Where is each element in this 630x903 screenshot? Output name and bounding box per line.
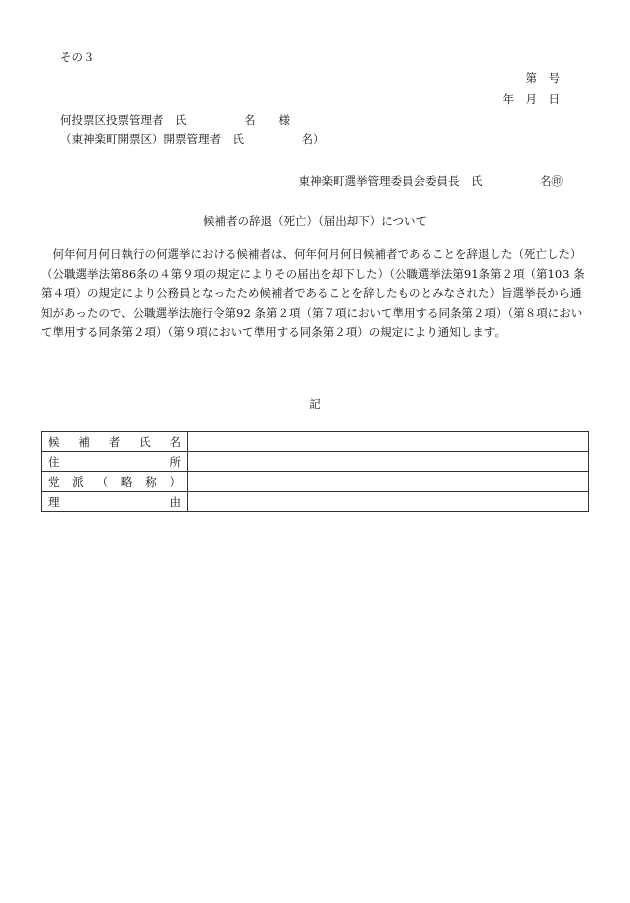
sender-line: 東神楽町選挙管理委員会委員長 氏 名㊞ [298,174,563,188]
row-value-address [188,452,589,472]
row-label-party: 党派（略称） [42,472,188,492]
table-row [42,472,589,492]
row-label-address: 住所 [42,452,188,472]
table-row [42,492,589,512]
row-value-party [188,472,589,492]
document-label: その３ [60,50,95,64]
row-value-reason [188,492,589,512]
document-date: 年 月 日 [502,92,560,106]
table-row [42,432,589,452]
row-value-candidate-name [188,432,589,452]
ki-heading: 記 [309,397,321,411]
body-paragraph: 何年何月何日執行の何選挙における候補者は、何年何月何日候補者であることを辞退した（死亡した）（公職選挙法第86条の４第９項の規定によりその届出を却下した）（公職選挙法第91条第２項（第103 条第４項）の規定により公務員となったため候補者であることを辞したものとみなされた）旨選挙長から通知があったので、公職選挙法施行令第92 条第２項（第７項において準用する同条第２項）（第８項において準用する同条第２項）（第９項において準用する同条第２項）の規定により通知します。 [41,247,585,339]
row-label-reason: 理由 [42,492,188,512]
candidate-info-table [41,431,589,512]
table-row [42,452,589,472]
addressee-line-2: （東神楽町開票区）開票管理者 氏 名） [60,132,325,146]
document-title: 候補者の辞退（死亡）（届出却下）について [202,214,428,228]
row-label-candidate-name: 候補者氏名 [42,432,188,452]
document-number: 第 号 [525,71,560,85]
addressee-line-1: 何投票区投票管理者 氏 名 様 [60,113,290,127]
